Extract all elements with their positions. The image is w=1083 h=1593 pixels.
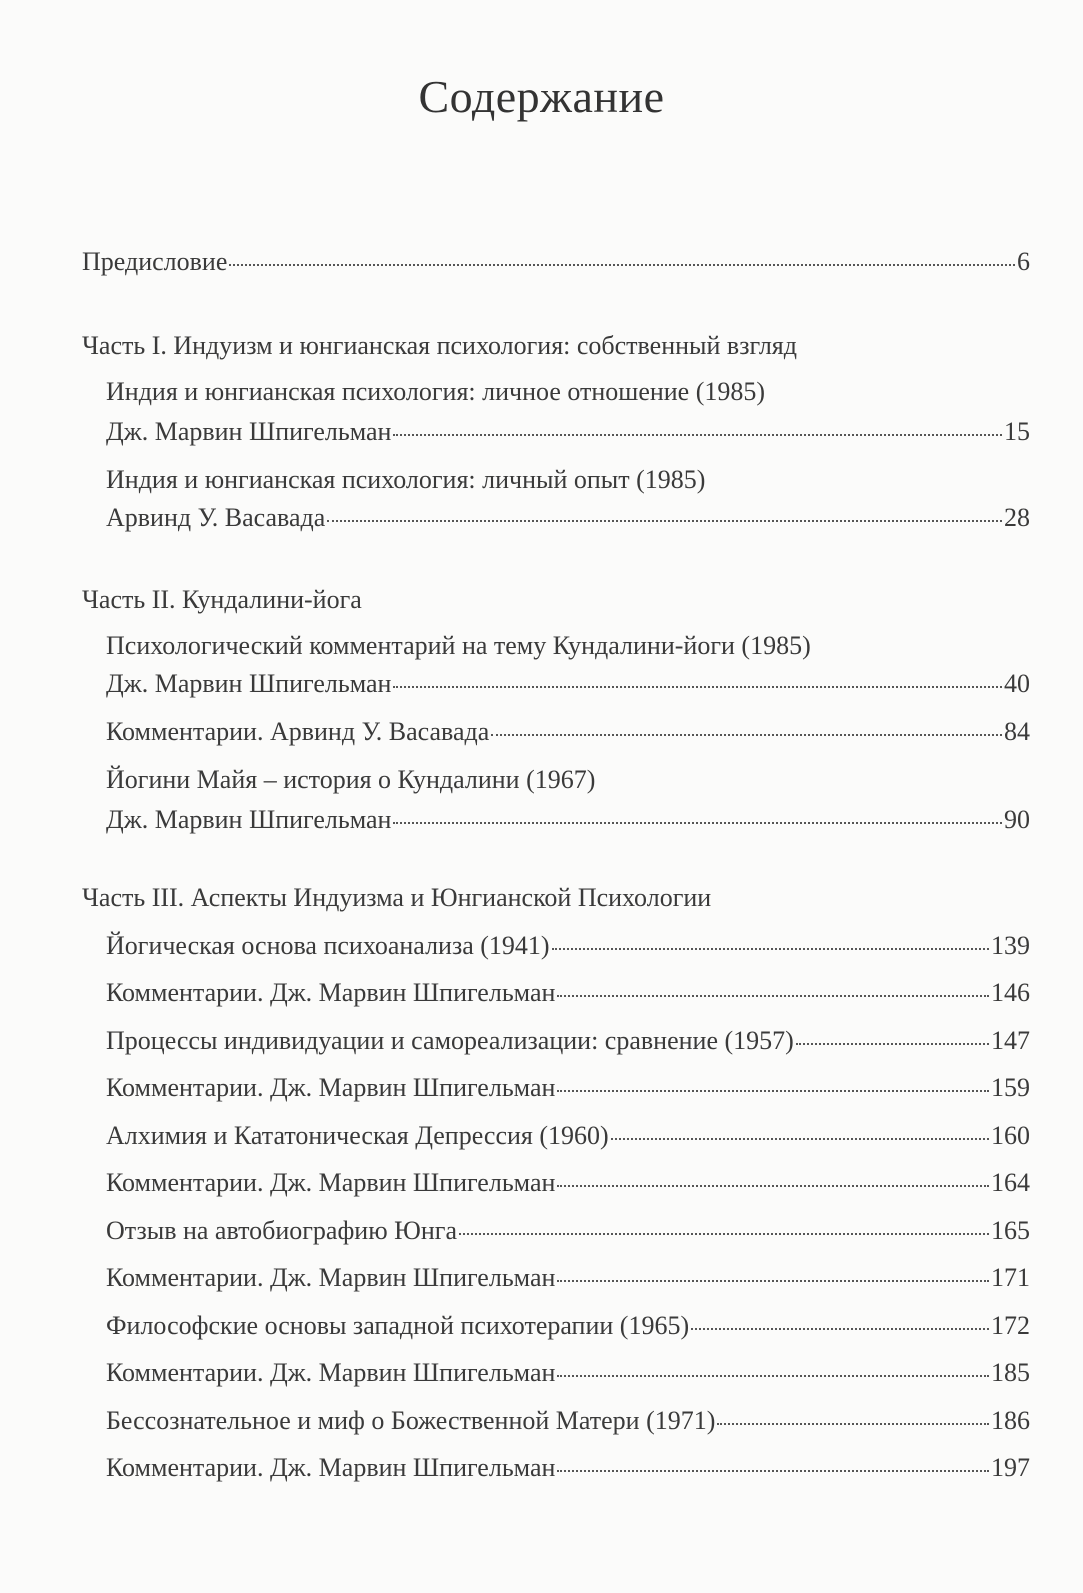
dot-leader	[796, 1043, 989, 1045]
dot-leader	[557, 1280, 989, 1282]
toc-page-number: 159	[991, 1073, 1030, 1102]
dot-leader	[327, 520, 1002, 522]
toc-page-number: 164	[991, 1168, 1030, 1197]
toc-page-number: 160	[991, 1121, 1030, 1150]
toc-page-number: 147	[991, 1026, 1030, 1055]
toc-entry-title: Отзыв на автобиографию Юнга	[106, 1216, 457, 1245]
toc-page-number: 197	[991, 1453, 1030, 1482]
toc-entry[interactable]	[106, 1353, 1030, 1393]
toc-entry-title: Комментарии. Дж. Марвин Шпигельман	[106, 1358, 556, 1387]
toc-page-number: 165	[991, 1216, 1030, 1245]
toc-entry[interactable]	[106, 1211, 1030, 1251]
dot-leader	[393, 686, 1002, 688]
toc-entry-title: Дж. Марвин Шпигельман	[106, 417, 392, 446]
toc-entry-title: Йогическая основа психоанализа (1941)	[106, 931, 550, 960]
toc-entry[interactable]	[106, 712, 1030, 752]
toc-entry-title: Комментарии. Дж. Марвин Шпигельман	[106, 978, 556, 1007]
dot-leader	[557, 1470, 989, 1472]
dot-leader	[557, 1185, 989, 1187]
toc-entry-title: Арвинд У. Васавада	[106, 503, 326, 532]
toc-entry[interactable]	[82, 242, 1030, 282]
toc-entry[interactable]	[106, 626, 811, 666]
dot-leader	[557, 1375, 989, 1377]
toc-part-heading	[82, 878, 711, 918]
toc-part-heading	[82, 580, 362, 620]
toc-entry[interactable]	[106, 1258, 1030, 1298]
toc-entry-author[interactable]	[106, 664, 1030, 704]
toc-entry-title: Комментарии. Дж. Марвин Шпигельман	[106, 1168, 556, 1197]
toc-page-number: 40	[1004, 669, 1030, 698]
page-title: Содержание	[418, 71, 665, 122]
toc-entry-title: Дж. Марвин Шпигельман	[106, 805, 392, 834]
toc-entry[interactable]	[106, 1448, 1030, 1488]
toc-entry-title: Философские основы западной психотерапии (1965)	[106, 1311, 690, 1340]
toc-part-title: Часть II. Кундалини-йога	[82, 585, 362, 614]
toc-entry-title: Индия и юнгианская психология: личное отношение (1985)	[106, 377, 766, 406]
toc-entry-title: Комментарии. Арвинд У. Васавада	[106, 717, 490, 746]
toc-entry[interactable]	[106, 1021, 1030, 1061]
toc-entry-title: Комментарии. Дж. Марвин Шпигельман	[106, 1453, 556, 1482]
dot-leader	[552, 948, 989, 950]
toc-entry[interactable]	[106, 1401, 1030, 1441]
toc-entry-title: Комментарии. Дж. Марвин Шпигельман	[106, 1263, 556, 1292]
toc-part-heading	[82, 326, 797, 366]
toc-page-number: 90	[1004, 805, 1030, 834]
toc-part-title: Часть I. Индуизм и юнгианская психология: собственный взгляд	[82, 331, 797, 360]
toc-entry-title: Йогини Майя – история о Кундалини (1967)	[106, 765, 596, 794]
toc-entry[interactable]	[106, 1306, 1030, 1346]
toc-entry-title: Индия и юнгианская психология: личный опыт (1985)	[106, 465, 706, 494]
toc-page-number: 186	[991, 1406, 1030, 1435]
toc-entry[interactable]	[106, 926, 1030, 966]
toc-entry-title: Процессы индивидуации и самореализации: сравнение (1957)	[106, 1026, 794, 1055]
toc-entry[interactable]	[106, 973, 1030, 1013]
toc-entry[interactable]	[106, 760, 595, 800]
toc-page-number: 172	[991, 1311, 1030, 1340]
toc-page-number: 146	[991, 978, 1030, 1007]
dot-leader	[459, 1233, 989, 1235]
toc-page-number: 15	[1004, 417, 1030, 446]
toc-entry-title: Дж. Марвин Шпигельман	[106, 669, 392, 698]
dot-leader	[393, 822, 1002, 824]
toc-entry-title: Алхимия и Кататоническая Депрессия (1960)	[106, 1121, 609, 1150]
toc-page-number: 139	[991, 931, 1030, 960]
toc-entry-title: Предисловие	[82, 247, 228, 276]
toc-page-number: 171	[991, 1263, 1030, 1292]
toc-part-title: Часть III. Аспекты Индуизма и Юнгианской Психологии	[82, 883, 712, 912]
toc-entry-author[interactable]	[106, 800, 1030, 840]
dot-leader	[557, 995, 989, 997]
toc-entry[interactable]	[106, 1068, 1030, 1108]
dot-leader	[611, 1138, 989, 1140]
toc-page-number: 28	[1004, 503, 1030, 532]
toc-page-number: 84	[1004, 717, 1030, 746]
toc-entry[interactable]	[106, 1116, 1030, 1156]
toc-entry-title: Бессознательное и миф о Божественной Матери (1971)	[106, 1406, 716, 1435]
dot-leader	[393, 434, 1002, 436]
toc-page-number: 6	[1017, 247, 1030, 276]
toc-page-number: 185	[991, 1358, 1030, 1387]
toc-entry[interactable]	[106, 1163, 1030, 1203]
toc-entry-title: Комментарии. Дж. Марвин Шпигельман	[106, 1073, 556, 1102]
toc-entry-author[interactable]	[106, 498, 1030, 538]
dot-leader	[717, 1423, 989, 1425]
toc-entry-title: Психологический комментарий на тему Кундалини-йоги (1985)	[106, 631, 811, 660]
toc-entry[interactable]	[106, 372, 765, 412]
toc-entry[interactable]	[106, 460, 705, 500]
toc-entry-author[interactable]	[106, 412, 1030, 452]
dot-leader	[691, 1328, 989, 1330]
dot-leader	[229, 264, 1015, 266]
dot-leader	[557, 1090, 989, 1092]
dot-leader	[491, 734, 1002, 736]
